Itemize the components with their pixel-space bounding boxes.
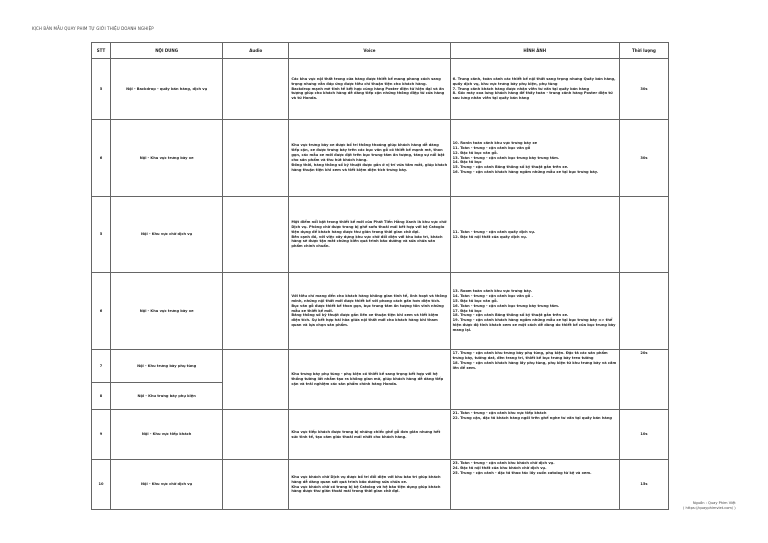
row-image: 21. Toàn - trung - cận cảnh khu vực tiếp khách 22. Trung cận, đặc tả khách hàng ngồi trên ghế nghe tư vấn tại quầy bán hàng xyxy=(450,410,619,460)
row-content: Nội - Khu trưng bày phụ tùng xyxy=(111,350,223,383)
row-content: Nội - Khu vực trưng bày xe xyxy=(111,273,223,350)
row-duration: 15s xyxy=(619,460,668,510)
table-row xyxy=(92,460,669,510)
row-content: Nội - Khu vực trưng bày xe xyxy=(111,120,223,197)
row-voice: Khu vực khách chờ Dịch vụ được bố trí đối diện với khu bảo trì giúp khách hàng dễ dàng quan sát quá trình bảo dưỡng sửa chữa xe. Khu vực khách chờ có trang bị kệ Catolog và hệ bảo tiện dụng giúp khách hàng được thư giãn thoải mái trong thời gian chờ đợi. xyxy=(289,460,450,510)
row-duration: 30s xyxy=(619,59,668,120)
table-row xyxy=(92,197,669,273)
table-row xyxy=(92,273,669,350)
row-stt: 7 xyxy=(92,350,111,383)
row-voice: Khu vực trưng bày xe được bố trí thông thoáng giúp khách hàng dễ dàng tiếp cận, xe được trưng bày trên các bục vân gỗ có thiết kế mạnh mẽ, thon gọn, các mẫu xe mới được đặt trên bục trung tâm ấn tượng, tăng sự nổi bật cho sản phẩm và thu hút khách hàng. Đồng thời, hàng thông số kỹ thuật được gắn ở vị trí vừa tầm mắt, giúp khách hàng thuận tiện khi xem và tiết kiệm diện tích trưng bày. xyxy=(289,120,450,197)
row-audio xyxy=(223,59,289,120)
row-audio xyxy=(223,273,289,350)
row-content: Nội - Khu vực tiếp khách xyxy=(111,410,223,460)
row-voice: Một điểm nổi bật trong thiết kế mới của Phát Tiến Hằng Xanh là khu vực chờ Dịch vụ. Phòng chờ được trang bị ghế sofa thoải mái kết hợp với kệ Catoglo tiện dụng để khách hàng được thư giãn trong thời gian chờ đợi. Bên cạnh đó, với việc xây dựng khu vực chờ đối diện với khu bảo trì, khách hàng sẽ được tận mắt chứng kiến quá trình bảo dưỡng và sửa chữa sản phẩm chính chuẩn. xyxy=(289,197,450,273)
row-duration xyxy=(619,273,668,350)
row-duration xyxy=(619,197,668,273)
row-duration: 10s xyxy=(619,410,668,460)
row-stt: 10 xyxy=(92,460,111,510)
row-image: 6. Trung cảnh, toàn cảnh các thiết kế nội thất sang trọng nhưng Quầy bán hàng, quầy dịch vụ, khu vực trưng bày phụ kiện, phụ tùng 7. Trung cảnh khách hàng được nhân viên tư vấn tại quầy bán hàng 8. Góc máy xoa lưng khách hàng để thấy toàn - trung cảnh hàng Poster điện tử sau lưng nhân viên tại quầy bán hàng xyxy=(450,59,619,120)
header-audio: Audio xyxy=(223,43,289,59)
row-image: 23. Toàn - trung - cận cảnh khu khách chờ dịch vụ. 24. Đặc tả nội thất của khu khách chờ dịch vụ. 25. Trung - cận cảnh - đặc tả thao tác lấy cuốn catolog từ kệ và xem. xyxy=(450,460,619,510)
row-image: 17. Trung - cận cảnh khu trưng bày phụ tùng, phụ kiện. Đặc tả các sản phẩm trưng bày, tường dat, đèn trang trí, thiết kế bục trưng bày treo tường 18. Trung - cận cảnh khách hàng lấy phụ tùng, phụ kiện từ khu trưng bày và cầm lên để xem. xyxy=(450,350,619,410)
row-duration: 30s xyxy=(619,120,668,197)
row-stt: 8 xyxy=(92,383,111,410)
table-header-row xyxy=(92,43,669,59)
row-audio xyxy=(223,460,289,510)
row-content: Nội - Khu vực chờ dịch vụ xyxy=(111,460,223,510)
row-image: 13. Room toàn cảnh khu vực trưng bày. 14. Toàn - trung - cận cảnh bục vân gỗ . 15. Đặc tả bục vân gỗ. 16. Toàn - trung - cận cảnh bục trung bày trung tâm. 17. Đặc tả bục 18. Trung - cận cảnh Bảng thông số kỹ thuật gắn trên xe. 19. Trung - cận cảnh khách hàng ngắm những mẫu xe tại bục trưng bày => thể hiện được độ tinh khách xem xe một cách dễ dàng do thiết kế của bục trung bày mang lại. xyxy=(450,273,619,350)
row-stt: 5 xyxy=(92,59,111,120)
script-table xyxy=(91,42,669,510)
row-audio xyxy=(223,197,289,273)
row-image: 10. Ronin toàn cảnh khu vực trưng bày xe 11. Toàn - trung - cận cảnh bục vân gỗ 12. Đặc tả bục vân gỗ. 13. Toàn - trung - cận cảnh bục trung bày trung tâm. 14. Đặc tả bục 15. Trung - cận cảnh Bảng thông số kỹ thuật gắn trên xe. 16. Trung - cận cảnh khách hàng ngắm những mẫu xe tại bục trưng bày. xyxy=(450,120,619,197)
header-content: NỘI DUNG xyxy=(111,43,223,59)
row-audio xyxy=(223,410,289,460)
row-voice: Các khu vực nội thất trong cửa hàng được thiết kế mang phong cách sang trọng nhưng vẫn đáp ứng được tiêu chí thuận tiện cho khách hàng. Backdrop mạnh mẽ tinh tế kết hợp cùng hàng Poster điện tử hiện đại và ấn tượng giúp cho khách hàng dễ dàng tiếp cận những thông điệp từ cửa hàng và từ Honda. xyxy=(289,59,450,120)
header-voice: Voice xyxy=(289,43,450,59)
table-row xyxy=(92,410,669,460)
row-stt: 5 xyxy=(92,197,111,273)
row-audio xyxy=(223,120,289,197)
table-row xyxy=(92,59,669,120)
row-content: Nội - Backdrop - quầy bán hàng, dịch vụ xyxy=(111,59,223,120)
table-row xyxy=(92,350,669,383)
row-voice: Với tiêu chí mang đến cho khách hàng không gian tinh tế, linh hoạt và thông minh, những nội thất mới được thiết kế với phong cách gần hơn diện tích. Bục vân gỗ được thiết kế thon gọn, bục trung tâm ấn tượng tôn vinh những mẫu xe thiết kế mới. Bảng thông số kỹ thuật được gắn liền xe thuận tiện khi xem và tiết kiệm diện tích. Sự kết hợp hài hòa giữa nội thất mới cho khách hàng khi tham quan và lựa chọn sản phẩm. xyxy=(289,273,450,350)
header-image: HÌNH ẢNH xyxy=(450,43,619,59)
row-stt: 6 xyxy=(92,273,111,350)
header-stt: STT xyxy=(92,43,111,59)
source-note: Nguồn : Quay Phim Việt ( https://quayphimviet.com/ ) xyxy=(683,501,736,511)
row-content: Nội - Khu trưng bày phụ kiện xyxy=(111,383,223,410)
row-duration: 20s xyxy=(619,350,668,410)
row-audio xyxy=(223,350,289,410)
table-row xyxy=(92,120,669,197)
document-title: KỊCH BẢN MẪU QUAY PHIM TỰ GIỚI THIỆU DOANH NGHIỆP xyxy=(32,26,154,31)
row-stt: 9 xyxy=(92,410,111,460)
header-duration: Thời lượng xyxy=(619,43,668,59)
row-voice: Khu vực tiếp khách được trang bị những chiếc ghế gỗ đơn giản nhưng hết sức tinh tế, tạo cảm giác thoải mái nhất cho khách hàng. xyxy=(289,410,450,460)
row-voice: Khu trưng bày phụ tùng - phụ kiện có thiết kế sang trọng kết hợp với hệ thống tường lắt nhẫm tạo ra không gian mở, giúp khách hàng dễ dàng tiếp cận và trải nghiệm các sản phẩm chính hãng Honda. xyxy=(289,350,450,410)
row-content: Nội - Khu vực chờ dịch vụ xyxy=(111,197,223,273)
row-stt: 6 xyxy=(92,120,111,197)
row-image: 11. Toàn - trung - cận cảnh quầy dịch vụ. 12. Đặc tả nội thất của quầy dịch vụ. xyxy=(450,197,619,273)
